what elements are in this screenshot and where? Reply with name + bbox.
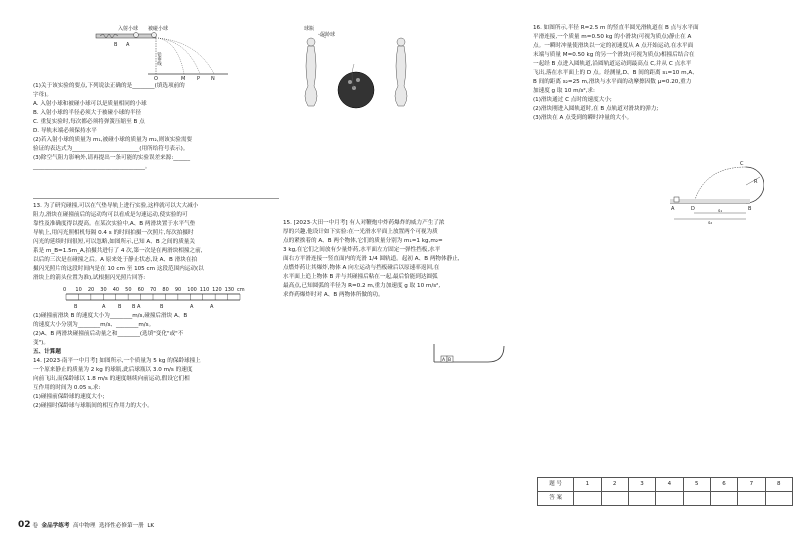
q16-line: (1)滑块通过 C 点时的速度大小;: [533, 97, 612, 103]
q12-option-b: B. 入射小球的半径必须大于被碰小球的半径: [33, 110, 142, 116]
q13-line: 滑块上的箭头位置为准),试根据闪光照片回答:: [33, 275, 146, 281]
q12-line: (1)关于该实验的要点,下列说法正确的是________(填选项前的: [33, 83, 185, 89]
q13-line: 13. 为了研究碰撞,可以在气垫导轨上进行实验,这样就可以大大减小: [33, 203, 199, 209]
q14-line: 向前飞出,而保龄球以 1.8 m/s 的速度继续向前运动,假设它们相: [33, 376, 190, 382]
question-15: [283, 219, 460, 300]
ruler-tick-label: 0: [63, 287, 67, 293]
q14-line: 互作用的时间为 0.05 s,求:: [33, 385, 101, 391]
q13-sub-line: 变")。: [33, 340, 49, 346]
q14-line: (1)碰撞前保龄球的速度大小;: [33, 394, 105, 400]
q16-line: (2)滑块刚进入圆轨道时,在 B 点轨道对滑块的弹力;: [533, 106, 659, 112]
ruler-tick-label: 50: [125, 287, 132, 293]
bowling-ball-label: 保龄球: [320, 32, 336, 38]
spring-b-label: B: [114, 42, 118, 48]
answer-cell[interactable]: [765, 492, 792, 506]
question-number-cell: 7: [738, 478, 765, 492]
point-m-label: M: [181, 76, 186, 80]
page-number: 02: [18, 520, 31, 530]
q15-line: 点燃炸药让其爆炸,物体 A 向左运动与挡板碰后以原速率返回,在: [283, 265, 440, 271]
q13-sub-line: (1)碰撞前滑块 B 的速度大小为________m/s,碰撞后滑块 A、B: [33, 313, 188, 319]
bowling-pin-label: 球瓶: [304, 26, 315, 32]
ruler-slider-mark: B: [118, 304, 122, 310]
distance-s1-label: s₁: [718, 209, 723, 214]
question-13-subparts: [33, 312, 201, 411]
answer-cell[interactable]: [656, 492, 683, 506]
ruler-tick-label: 10: [75, 287, 82, 293]
q15-line: 15. [2023·大田一中月考] 有人对鞭炮中炸药爆炸的威力产生了浓: [283, 220, 445, 226]
q13-line: 导轨上,用闪光照相机每隔 0.4 s 的时间拍摄一次照片,每次拍摄时: [33, 230, 194, 236]
answer-cell[interactable]: [601, 492, 628, 506]
ruler-tick-label: 40: [112, 287, 120, 293]
point-n-label: N: [211, 76, 215, 80]
ruler-slider-mark: B A: [132, 304, 141, 310]
ruler-slider-mark: A: [210, 304, 214, 310]
block-b-label: B: [448, 358, 452, 363]
collision-apparatus-figure: [88, 22, 248, 80]
question-12-subparts: [33, 82, 192, 172]
ruler-tick-label: 120: [212, 287, 222, 293]
q13-line: 摄闪光照片的这段时间内是在 10 cm 至 105 cm 这段范围内运动(以: [33, 266, 204, 272]
q15-line: 最高点,已知圆弧的半径为 R=0.2 m,重力加速度 g 取 10 m/s²,: [283, 283, 441, 289]
q16-semicircle-track-figure: [664, 155, 764, 225]
q14-line: (2)碰撞时保龄球与球瓶间的相互作用力的大小。: [33, 403, 153, 409]
q15-line: 面右方平滑连接一竖直面内的光滑 1/4 圆轨道。起初 A、B 两物体静止,: [283, 256, 460, 262]
ruler-tick-label: cm: [237, 287, 245, 293]
q16-line: 平滑连接,一个质量 m=0.50 kg 的小滑块(可视为质点)静止在 A: [533, 34, 692, 40]
q15-line: 厚的兴趣,他设计如下实验:在一光滑水平面上放置两个可视为质: [283, 229, 438, 235]
ruler-tick-label: 30: [100, 287, 107, 293]
question-16: [533, 24, 699, 123]
q13-line: 以后的三次是在碰撞之后。A 原来处于静止状态,设 A、B 滑块在拍: [33, 257, 198, 263]
answer-cell[interactable]: [574, 492, 601, 506]
q16-line: B 间的距离 s₂=25 m,滑块与水平面的动摩擦因数 μ=0.20,重力: [533, 79, 692, 85]
plumb-line-label: 铅垂线: [156, 52, 162, 66]
q16-line: 点。一瞬时冲量使滑块以一定的初速度从 A 点开始运动,在水平面: [533, 43, 694, 49]
distance-s2-label: s₂: [708, 221, 713, 225]
q12-line: 字母)。: [33, 92, 52, 98]
q13-line: 靠性及准确度得以提高。在某次实验中,A、B 两滑块置于水平气垫: [33, 221, 196, 227]
answer-cell[interactable]: [683, 492, 710, 506]
answer-table-header-row: [538, 478, 793, 492]
q12-option-c: C. 重复实验时,每次都必须将弹簧压缩至 B 点: [33, 119, 145, 125]
q13-line: 系是 m_B=1.5m_A,拍摄共进行了 4 次,第一次是在两滑块相撞之前,: [33, 248, 203, 254]
q15-line: 3 kg,在它们之间放有少量炸药,水平面左方固定一弹性挡板,水平: [283, 247, 441, 253]
footer-subject: 高中物理: [73, 523, 96, 529]
q14-line: 一个原来静止的质量为 2 kg 的球瓶,此后球瓶以 3.0 m/s 的速度: [33, 367, 193, 373]
point-a16-label: A: [671, 206, 675, 212]
q16-line: 末端与质量 M=0.50 kg 的另一个滑块(可视为质点)相撞后结合在: [533, 52, 695, 58]
hit-ball-label: 被碰小球: [148, 26, 169, 32]
question-number-cell: 8: [765, 478, 792, 492]
q15-track-figure: [428, 340, 518, 368]
answer-cell[interactable]: [628, 492, 655, 506]
ruler-tick-label: 130: [224, 287, 235, 293]
q12-line: (2)若入射小球的质量为 m₁,被碰小球的质量为 m₂,则该实验需要: [33, 137, 193, 143]
footer-brand: 金品学练考: [41, 523, 70, 529]
question-number-cell: 5: [683, 478, 710, 492]
section-title: 五、计算题: [33, 349, 61, 355]
question-13: [33, 202, 204, 283]
point-o-label: O: [154, 76, 158, 80]
ruler-tick-label: 110: [199, 287, 210, 293]
question-number-cell: 4: [656, 478, 683, 492]
answer-cell[interactable]: [710, 492, 737, 506]
footer-tag: 卷: [32, 523, 38, 529]
q12-line: (3)除空气阻力影响外,请再提出一条可能的实验误差来源:______: [33, 155, 191, 161]
point-a-label: A: [126, 42, 130, 48]
incident-ball-label: 入射小球: [118, 26, 139, 32]
bowling-figure: [296, 24, 416, 116]
question-number-cell: 1: [574, 478, 601, 492]
ruler-tick-label: 100: [187, 287, 197, 293]
divider: [33, 198, 279, 199]
point-d-label: D: [691, 206, 695, 212]
q13-sub-line: 的速度大小分别为________m/s、________m/s。: [33, 322, 155, 328]
answer-table-answer-row: [538, 492, 793, 506]
q16-line: (3)滑块在 A 点受到的瞬时冲量的大小。: [533, 115, 633, 121]
point-p-label: P: [197, 76, 201, 80]
ruler-tick-label: 90: [174, 287, 182, 293]
q15-line: 点的紧挨着的 A、B 两个物体,它们的质量分别为 m₁=1 kg,m₂=: [283, 238, 443, 244]
answer-table: [537, 477, 793, 506]
ruler-tick-label: 20: [87, 287, 95, 293]
ruler-slider-mark: B: [160, 304, 164, 310]
table-row-label: 答 案: [538, 492, 574, 506]
q13-sub-line: (2)A、B 两滑块碰撞前后动量之和________(选填"变化"或"不: [33, 331, 184, 337]
ruler-slider-mark: A: [190, 304, 194, 310]
q12-option-d: D. 导轨末端必须保持水平: [33, 128, 97, 134]
page-footer: [18, 521, 154, 531]
q12-option-a: A. 入射小球和被碰小球可以是质量相同的小球: [33, 101, 147, 107]
q16-line: 飞出,落在水平面上的 D 点。经测量,D、B 间的距离 s₁=10 m,A、: [533, 70, 698, 76]
footer-edition: LK: [147, 523, 155, 529]
q15-line: 水平面上追上物体 B 并与其碰撞后粘在一起,最后恰能到达圆弧: [283, 274, 438, 280]
question-number-cell: 2: [601, 478, 628, 492]
question-number-cell: 3: [628, 478, 655, 492]
point-b16-label: B: [748, 206, 752, 212]
answer-cell[interactable]: [738, 492, 765, 506]
ruler-tick-label: 60: [137, 287, 144, 293]
q16-line: 一起经 B 点进入圆轨道,沿圆轨道运动到最高点 C,并从 C 点水平: [533, 61, 692, 67]
question-number-cell: 6: [710, 478, 737, 492]
q13-line: 闪光的延续时间很短,可以忽略,如图所示,已知 A、B 之间的质量关: [33, 239, 195, 245]
radius-r-label: R: [754, 179, 758, 185]
q16-line: 加速度 g 取 10 m/s²,求:: [533, 88, 595, 94]
point-c-label: C: [740, 161, 744, 167]
ruler-slider-mark: A: [102, 304, 106, 310]
q13-line: 阻力,滑块在碰撞前后的运动均可以看成是匀速运动,使实验的可: [33, 212, 188, 218]
ruler-slider-mark: B: [74, 304, 78, 310]
ruler-tick-label: 80: [162, 287, 169, 293]
q14-line: 14. [2023·南平一中月考] 如图所示,一个质量为 5 kg 的保龄球撞上: [33, 358, 201, 364]
q12-line: ________________________________________。: [33, 164, 151, 170]
q15-line: 求炸药爆炸时对 A、B 两物体所做的功。: [283, 292, 384, 298]
block-a-label: A: [442, 358, 446, 363]
q16-line: 16. 如图所示,半径 R=2.5 m 的竖直半圆光滑轨道在 B 点与水平面: [533, 25, 699, 31]
flash-photo-ruler-figure: [60, 284, 250, 310]
table-row-label: 题 号: [538, 478, 574, 492]
q12-line: 验证的表达式为________________________(用所给符号表示)。: [33, 146, 189, 152]
footer-book: 选择性必修第一册: [98, 523, 144, 529]
ruler-tick-label: 70: [150, 287, 157, 293]
